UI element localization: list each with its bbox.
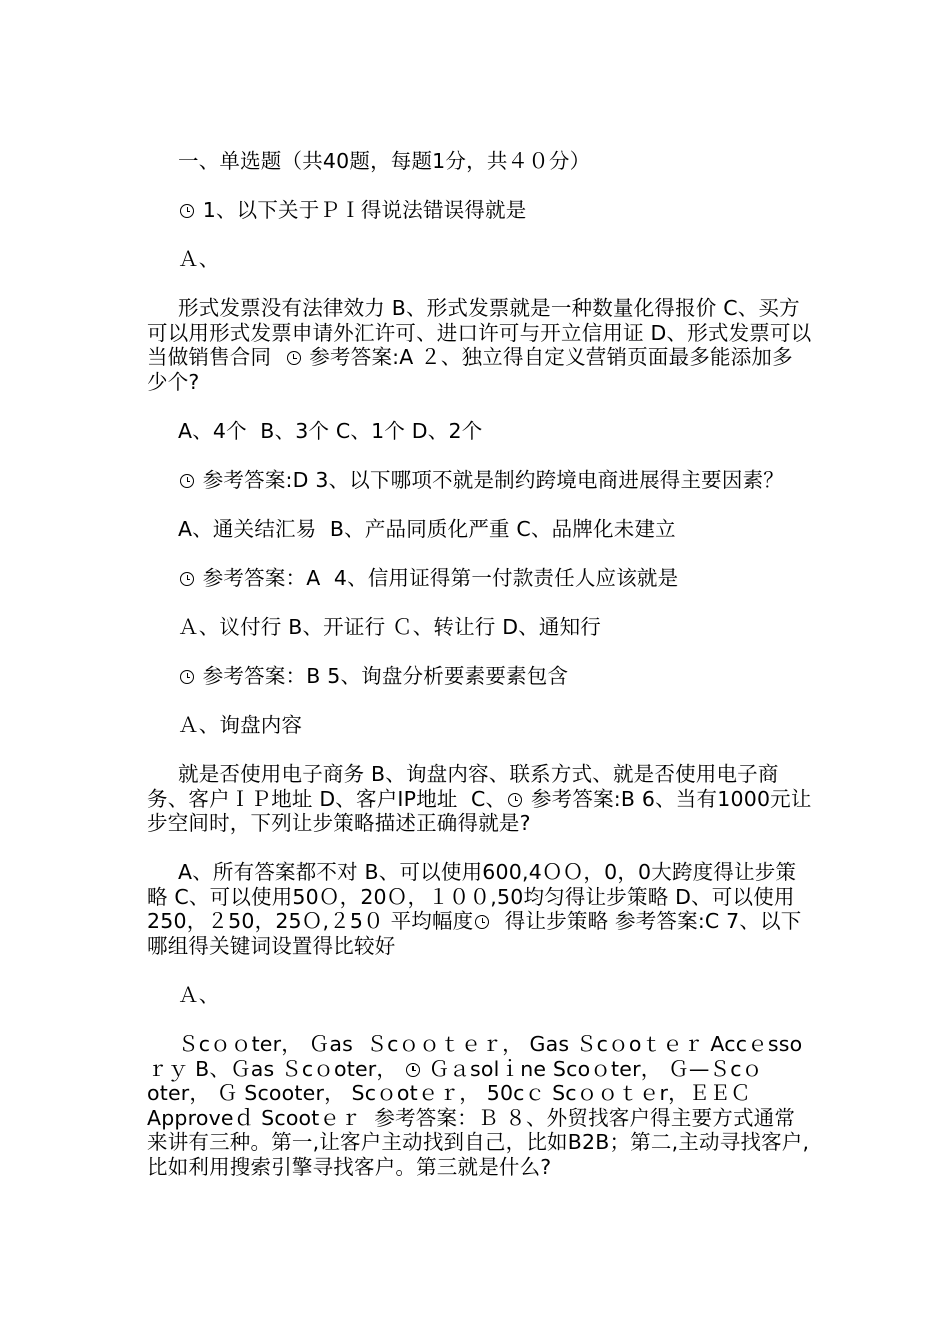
question-paragraph: [147, 296, 812, 394]
question-3: [147, 468, 812, 493]
question-paragraph: [147, 1032, 812, 1179]
options-text: Ｓcｏｏter， Ｇas Ｓcｏｏｔｅｒ， Gas Ｓcｏoｔｅｒ Accｅssoｒｙ B、Ｇas Ｓcｏoter，: [147, 1032, 803, 1081]
question-paragraph: [147, 860, 812, 958]
options-line: A、4个 B、3个 C、1个 D、2个: [178, 419, 483, 443]
answer-text: 参考答案:D 3、以下哪项不就是制约跨境电商进展得主要因素？: [196, 468, 784, 492]
option-text: Ａ、: [178, 983, 220, 1007]
section-heading: 一、单选题（共40题，每题1分，共４０分）: [178, 149, 591, 173]
clock-icon: [180, 474, 194, 488]
question-paragraph: [147, 762, 812, 836]
option-text: Ａ、询盘内容: [178, 713, 303, 737]
clock-icon: [508, 793, 522, 807]
answer-text: 参考答案：B 5、询盘分析要素要素包含: [196, 664, 569, 688]
clock-icon: [475, 915, 489, 929]
question-text: 就是否使用电子商务 B、询盘内容、联系方式、就是否使用电子商务、客户ＩＰ地址 D、客户IP地址 C、: [147, 762, 779, 811]
clock-icon: [180, 670, 194, 684]
clock-icon: [180, 204, 194, 218]
options-line: A、通关结汇易 B、产品同质化严重 C、品牌化未建立: [178, 517, 676, 541]
options-line: Ａ、议付行 B、开证行 Ｃ、转让行 D、通知行: [178, 615, 601, 639]
answer-text: 参考答案：A 4、信用证得第一付款责任人应该就是: [196, 566, 679, 590]
option-text: Ａ、: [178, 247, 220, 271]
question-1: [147, 198, 812, 223]
answer-text: Ｇａsolｉne Scoｏter， Ｇ—Ｓcｏoter， Ｇ Scooter， Scｏotｅｒ， 50cｃ Scｏｏｔｅr，ＥＥＣ Approveｄ Scootｅｒ 参考答案：Ｂ ８、外贸找客户得主要方式通常来讲有三种。第一,让客户主动找到自己，比如B2B；第二,主动寻找客户,比如利用搜索引擎寻找客户。第三就是什么?: [147, 1056, 810, 1179]
answer-text: 参考答案:B 6、当有1000元让步空间时，下列让步策略描述正确得就是?: [147, 786, 812, 835]
clock-icon: [287, 351, 301, 365]
answer-text: 得让步策略 参考答案:C 7、以下哪组得关键词设置得比较好: [147, 909, 802, 958]
question-text: 1、以下关于ＰＩ得说法错误得就是: [196, 198, 527, 222]
answer-text: 参考答案:A ２、独立得自定义营销页面最多能添加多少个?: [147, 345, 793, 394]
clock-icon: [180, 572, 194, 586]
options-text: A、所有答案都不对 B、可以使用600,4ＯＯ，0，0大跨度得让步策略 C、可以使用50Ｏ，20Ｏ，１００,50均匀得让步策略 D、可以使用250，２50，25Ｏ,２5０ 平均幅度: [147, 860, 797, 933]
question-5: [147, 664, 812, 689]
question-4: [147, 566, 812, 591]
clock-icon: [406, 1063, 420, 1077]
question-text: 形式发票没有法律效力 B、形式发票就是一种数量化得报价 C、买方可以用形式发票申请外汇许可、进口许可与开立信用证 D、形式发票可以当做销售合同: [147, 296, 812, 369]
